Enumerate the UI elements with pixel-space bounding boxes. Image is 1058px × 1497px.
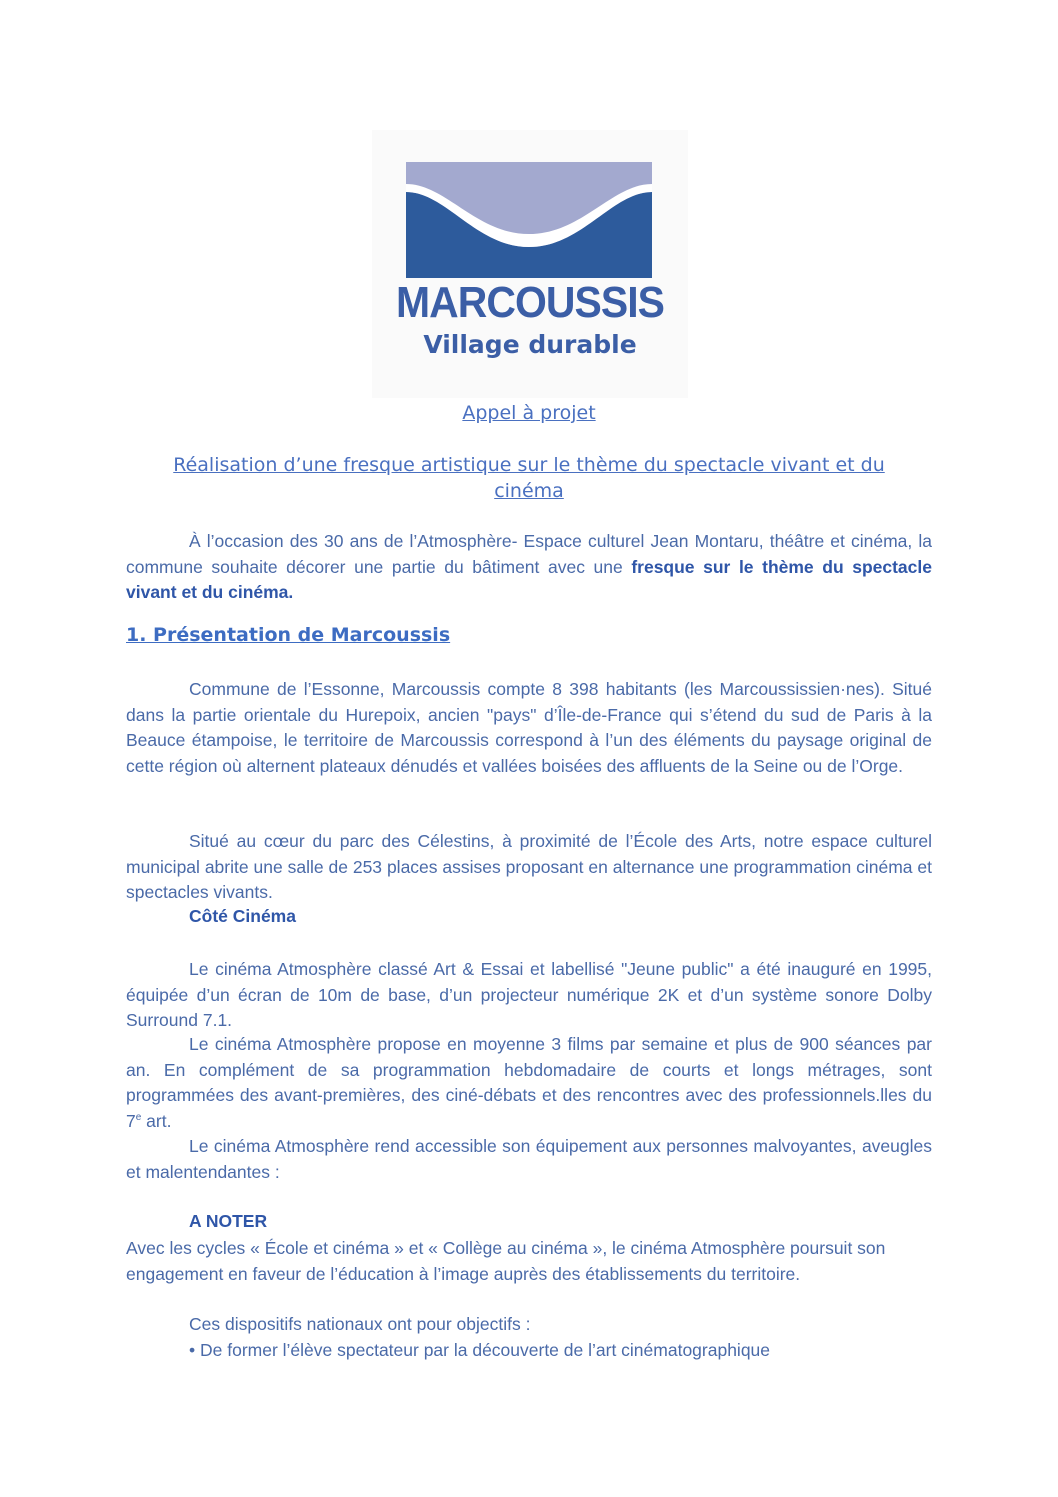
logo-wave-graphic xyxy=(406,162,652,278)
program-text-end: art. xyxy=(141,1110,172,1131)
call-for-projects-heading: Appel à projet xyxy=(462,402,596,424)
intro-text: À l’occasion des 30 ans de l’Atmosphère- Espace culturel Jean Montaru, théâtre et cinéma, la commune souhaite décorer une partie du bâtiment avec une xyxy=(126,531,932,577)
intro-paragraph xyxy=(126,529,932,606)
logo-subtitle: Village durable xyxy=(423,330,637,359)
cinema-heading: Côté Cinéma xyxy=(189,906,296,926)
note-heading: A NOTER xyxy=(189,1211,268,1231)
objective-item: • De former l’élève spectateur par la découverte de l’art cinématographique xyxy=(189,1340,771,1360)
program-text: Le cinéma Atmosphère propose en moyenne 3 films par semaine et plus de 900 séances par an. En complément de sa programmation hebdomadaire de courts et longs métrages, sont programmées des avant-premières, des ciné-débats et des rencontres avec des professionnels.lles du 7 xyxy=(126,1034,932,1131)
paragraph-cinema-intro: Le cinéma Atmosphère classé Art & Essai et labellisé "Jeune public" a été inauguré en 1995, équipée d’un écran de 10m de base, d’un projecteur numérique 2K et d’un système sonore Dolby Surround 7.1. xyxy=(126,959,932,1030)
paragraph-commune: Commune de l’Essonne, Marcoussis compte 8 398 habitants (les Marcoussissien·nes). Situé dans la partie orientale du Hurepoix, ancien "pays" d’Île-de-France qui s’étend du sud de Paris à la Beauce étampoise, le territoire de Marcoussis correspond à l’un des éléments du paysage original de cette région où alternent plateaux dénudés et vallées boisées des affluents de la Seine ou de l’Orge. xyxy=(126,679,932,776)
paragraph-cinema-program xyxy=(126,1032,932,1134)
paragraph-accessibility: Le cinéma Atmosphère rend accessible son équipement aux personnes malvoyantes, aveugles et malentendantes : xyxy=(126,1136,932,1182)
objectives-intro: Ces dispositifs nationaux ont pour objectifs : xyxy=(189,1314,531,1334)
project-title: Réalisation d’une fresque artistique sur le thème du spectacle vivant et du cinéma xyxy=(173,454,885,502)
intro-highlight: fresque sur le thème du spectacle vivant et du cinéma. xyxy=(126,556,932,602)
logo-title: MARCOUSSIS xyxy=(395,278,665,327)
marcoussis-logo xyxy=(372,130,688,398)
ordinal-suffix: e xyxy=(135,1111,142,1123)
note-text: Avec les cycles « École et cinéma » et « Collège au cinéma », le cinéma Atmosphère poursuit son engagement en faveur de l’éducation à l’image auprès des établissements du territoire. xyxy=(126,1238,886,1284)
section-title: 1. Présentation de Marcoussis xyxy=(126,624,451,646)
paragraph-cultural-space: Situé au cœur du parc des Célestins, à proximité de l’École des Arts, notre espace culturel municipal abrite une salle de 253 places assises proposant en alternance une programmation cinéma et spectacles vivants. xyxy=(126,831,932,902)
